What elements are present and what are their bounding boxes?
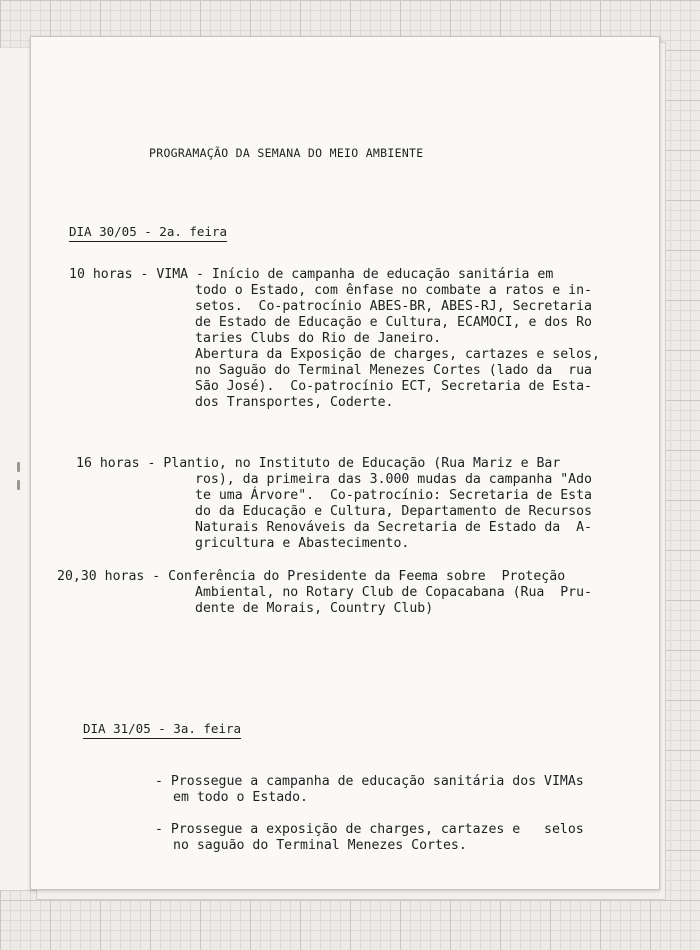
entry1-line: setos. Co-patrocínio ABES-BR, ABES-RJ, Secretaria (195, 299, 592, 314)
staple (17, 480, 20, 490)
entry2-line: Naturais Renováveis da Secretaria de Estado da A- (195, 520, 592, 535)
entry1-line: Abertura da Exposição de charges, cartazes e selos, (195, 347, 600, 362)
entry2-line: te uma Árvore". Co-patrocínio: Secretaria de Esta (195, 488, 592, 503)
entry3-line: Ambiental, no Rotary Club de Copacabana (Rua Pru- (195, 585, 592, 600)
staple (17, 462, 20, 472)
entry2-line: ros), da primeira das 3.000 mudas da campanha "Ado (195, 472, 592, 487)
document-title: PROGRAMAÇÃO DA SEMANA DO MEIO AMBIENTE (149, 146, 424, 160)
entry3-line: dente de Morais, Country Club) (195, 601, 434, 616)
entry1-line: dos Transportes, Coderte. (195, 395, 394, 410)
document-page (30, 36, 660, 890)
entry1-line: São José). Co-patrocínio ECT, Secretaria de Esta- (195, 379, 592, 394)
day2-item-line: no saguão do Terminal Menezes Cortes. (173, 838, 467, 853)
day2-item-line: - Prossegue a exposição de charges, cartazes e selos (155, 822, 584, 837)
entry2-line: 16 horas - Plantio, no Instituto de Educação (Rua Mariz e Bar (76, 456, 561, 471)
entry1-line: taries Clubs do Rio de Janeiro. (195, 331, 442, 346)
entry3-line: 20,30 horas - Conferência do Presidente da Feema sobre Proteção (57, 569, 566, 584)
entry1-line: de Estado de Educação e Cultura, ECAMOCI, e dos Ro (195, 315, 592, 330)
day1-heading: DIA 30/05 - 2a. feira (69, 224, 227, 242)
entry1-line: no Saguão do Terminal Menezes Cortes (lado da rua (195, 363, 592, 378)
day2-item-line: - Prossegue a campanha de educação sanitária dos VIMAs (155, 774, 584, 789)
entry1-line: todo o Estado, com ênfase no combate a ratos e in- (195, 283, 592, 298)
day2-heading: DIA 31/05 - 3a. feira (83, 721, 241, 739)
entry1-line: 10 horas - VIMA - Início de campanha de educação sanitária em (69, 267, 554, 282)
entry2-line: do da Educação e Cultura, Departamento de Recursos (195, 504, 592, 519)
entry2-line: gricultura e Abastecimento. (195, 536, 410, 551)
day2-item-line: em todo o Estado. (173, 790, 308, 805)
